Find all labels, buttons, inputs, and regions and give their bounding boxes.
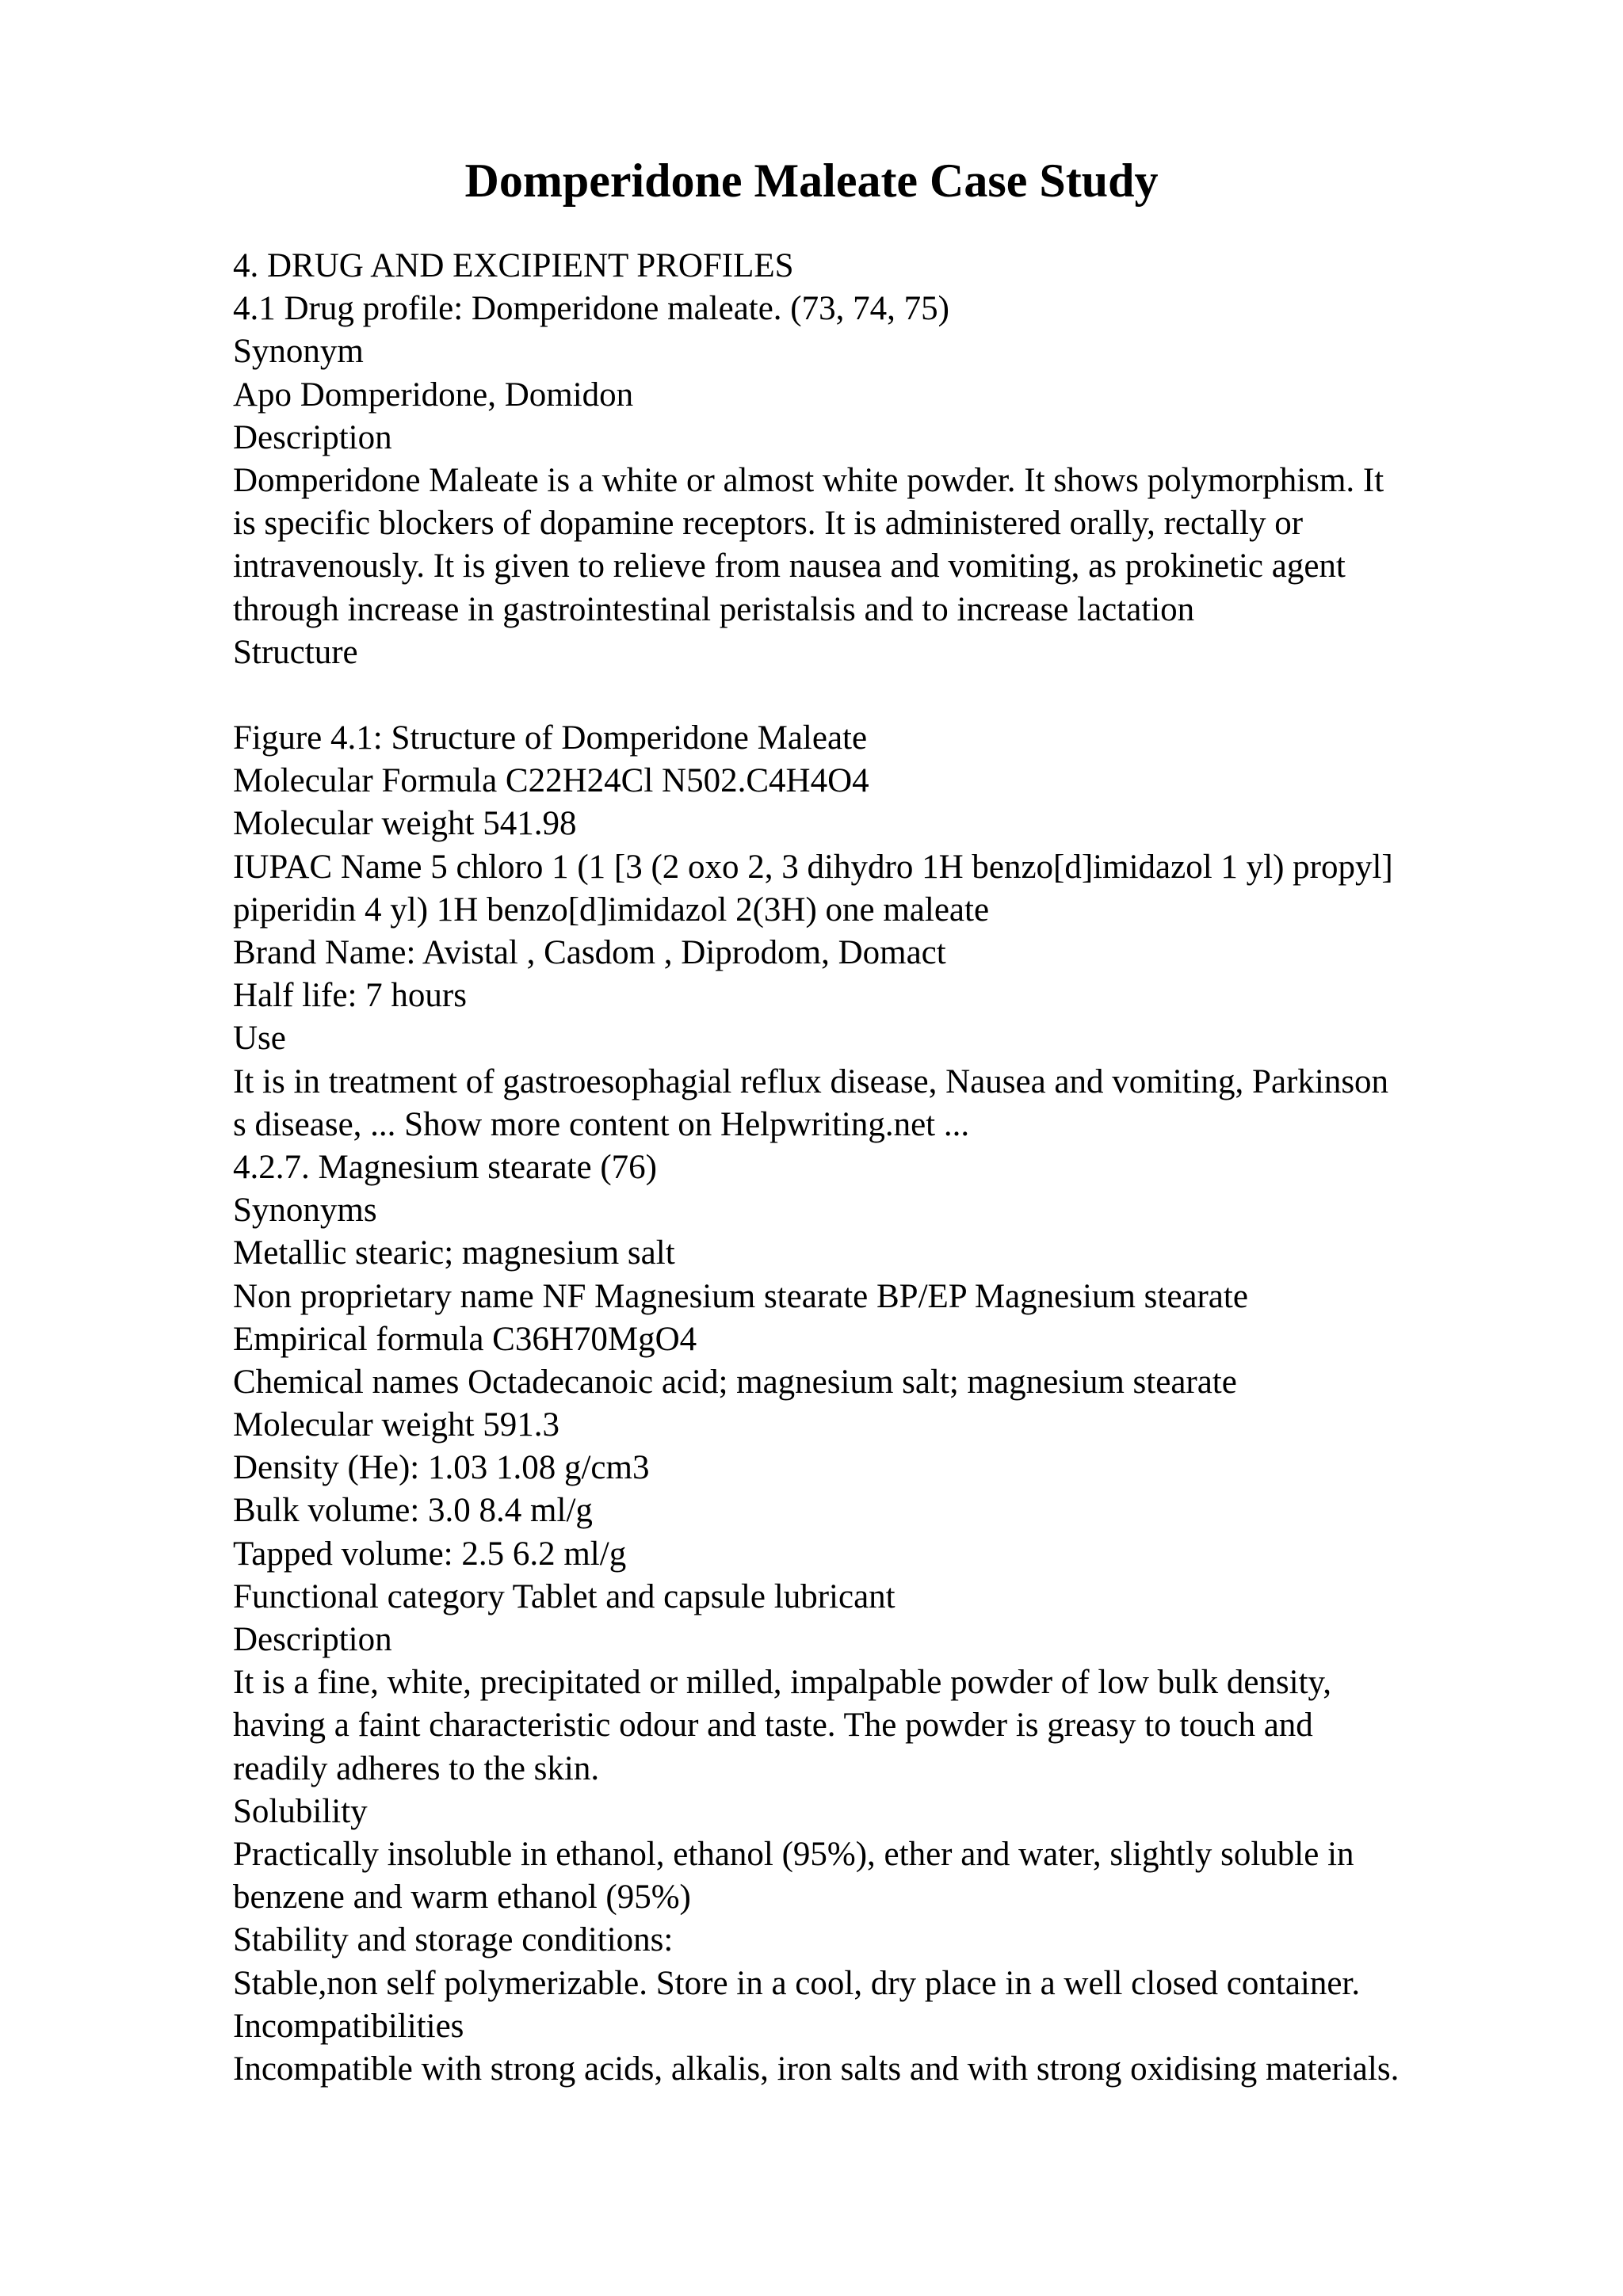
field-label: Solubility xyxy=(233,1792,368,1830)
field-label: Incompatibilities xyxy=(233,2007,464,2045)
field-line: Density (He): 1.03 1.08 g/cm3 xyxy=(233,1449,650,1487)
field-value: Apo Domperidone, Domidon xyxy=(233,376,634,414)
field-line: Bulk volume: 3.0 8.4 ml/g xyxy=(233,1492,593,1530)
paragraph-line: is specific blockers of dopamine receptors. It is administered orally, rectally or xyxy=(233,505,1304,543)
field-line: Functional category Tablet and capsule lubricant xyxy=(233,1577,896,1615)
field-line: Empirical formula C36H70MgO4 xyxy=(233,1320,697,1358)
field-line: Tapped volume: 2.5 6.2 ml/g xyxy=(233,1535,627,1573)
paragraph-line: readily adheres to the skin. xyxy=(233,1749,600,1787)
paragraph-line: benzene and warm ethanol (95%) xyxy=(233,1878,691,1917)
field-label: Use xyxy=(233,1020,286,1058)
subsection-heading: 4.2.7. Magnesium stearate (76) xyxy=(233,1148,657,1186)
paragraph-line: Stable,non self polymerizable. Store in a cool, dry place in a well closed container. xyxy=(233,1964,1361,2002)
structure-placeholder xyxy=(233,674,1580,717)
field-label: Synonym xyxy=(233,333,364,371)
field-line: Half life: 7 hours xyxy=(233,977,467,1015)
field-line: Non proprietary name NF Magnesium stearate BP/EP Magnesium stearate xyxy=(233,1277,1248,1315)
paragraph-line: having a faint characteristic odour and taste. The powder is greasy to touch and xyxy=(233,1707,1313,1745)
paragraph-line: through increase in gastrointestinal peristalsis and to increase lactation xyxy=(233,590,1195,628)
paragraph-line: Practically insoluble in ethanol, ethanol (95%), ether and water, slightly soluble in xyxy=(233,1835,1354,1873)
field-label: Structure xyxy=(233,633,358,671)
document-body xyxy=(233,245,1580,2091)
field-label: Synonyms xyxy=(233,1192,377,1230)
paragraph-line: It is a fine, white, precipitated or milled, impalpable powder of low bulk density, xyxy=(233,1664,1331,1702)
figure-caption: Figure 4.1: Structure of Domperidone Maleate xyxy=(233,719,868,757)
field-line: Molecular Formula C22H24Cl N502.C4H4O4 xyxy=(233,762,869,800)
paragraph-line: Incompatible with strong acids, alkalis, iron salts and with strong oxidising materials. xyxy=(233,2050,1400,2088)
subsection-heading: 4.1 Drug profile: Domperidone maleate. (73, 74, 75) xyxy=(233,290,949,328)
field-value: Metallic stearic; magnesium salt xyxy=(233,1234,675,1272)
field-line: piperidin 4 yl) 1H benzo[d]imidazol 2(3H) one maleate xyxy=(233,891,990,929)
field-line: Chemical names Octadecanoic acid; magnesium salt; magnesium stearate xyxy=(233,1363,1237,1401)
field-line: IUPAC Name 5 chloro 1 (1 [3 (2 oxo 2, 3 dihydro 1H benzo[d]imidazol 1 yl) propyl] xyxy=(233,848,1393,886)
paragraph-line: intravenously. It is given to relieve from nausea and vomiting, as prokinetic agent xyxy=(233,547,1346,585)
paragraph-line: Domperidone Maleate is a white or almost white powder. It shows polymorphism. It xyxy=(233,461,1384,499)
field-line: Molecular weight 541.98 xyxy=(233,805,577,843)
document-title: Domperidone Maleate Case Study xyxy=(464,154,1159,207)
section-heading: 4. DRUG AND EXCIPIENT PROFILES xyxy=(233,247,794,284)
paragraph-line: It is in treatment of gastroesophagial reflux disease, Nausea and vomiting, Parkinson xyxy=(233,1062,1389,1100)
field-line: Brand Name: Avistal , Casdom , Diprodom, Domact xyxy=(233,934,946,971)
field-label: Stability and storage conditions: xyxy=(233,1921,674,1959)
field-label: Description xyxy=(233,1621,392,1658)
field-line: Molecular weight 591.3 xyxy=(233,1406,559,1444)
paragraph-line: s disease, ... Show more content on Helpwriting.net ... xyxy=(233,1105,970,1143)
field-label: Description xyxy=(233,418,392,456)
